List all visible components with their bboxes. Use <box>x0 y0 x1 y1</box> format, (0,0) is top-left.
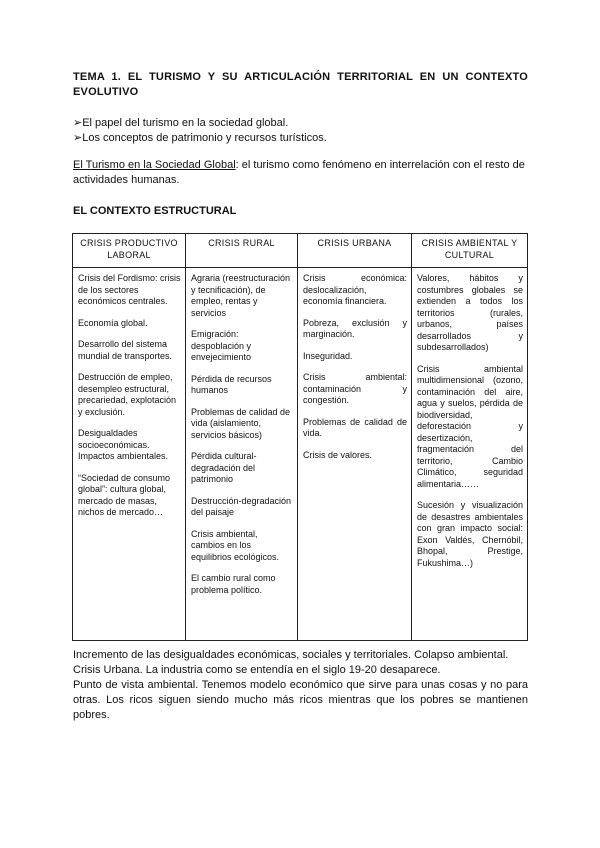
bullet-list <box>73 116 533 146</box>
cell-paragraph: Pérdida cultural-degradación del patrimonio <box>191 451 257 484</box>
document-title: TEMA 1. EL TURISMO Y SU ARTICULACIÓN TERRITORIAL EN UN CONTEXTO EVOLUTIVO <box>73 71 528 98</box>
column-cell-productivo <box>73 268 186 641</box>
table-header-row <box>73 234 528 268</box>
cell-paragraph: Desigualdades socioeconómicas. Impactos ambientales. <box>78 428 169 461</box>
cell-paragraph: Crisis de valores. <box>303 449 373 460</box>
column-header: CRISIS AMBIENTAL Y CULTURAL <box>412 234 528 268</box>
footer-notes <box>73 648 528 723</box>
footer-line: Crisis Urbana. La industria como se entendía en el siglo 19-20 desaparece. <box>73 664 441 676</box>
intro-underlined: El Turismo en la Sociedad Global <box>73 159 236 171</box>
column-header: CRISIS RURAL <box>186 234 298 268</box>
cell-paragraph: Problemas de calidad de vida (aislamiento, servicios básicos) <box>191 406 291 440</box>
cell-paragraph: Sucesión y visualización de desastres ambientales con gran impacto social: Exon Valdés, Chernóbil, Bhopal, Prestige, Fukushima…) <box>417 500 523 568</box>
column-cell-ambiental <box>412 268 528 641</box>
cell-paragraph: Destrucción de empleo, desempleo estructural, precariedad, explotación y exclusión. <box>78 372 177 417</box>
footer-line: Incremento de las desigualdades económicas, sociales y territoriales. Colapso ambiental. <box>73 649 509 661</box>
cell-paragraph: Pobreza, exclusión y marginación. <box>303 317 407 339</box>
cell-paragraph: Problemas de calidad de vida. <box>303 416 407 438</box>
cell-paragraph: Emigración: despoblación y envejecimiento <box>191 329 252 362</box>
intro-rest: : el turismo como fenómeno en interrelación con el resto de actividades humanas. <box>73 159 525 186</box>
cell-paragraph: El cambio rural como problema político. <box>191 573 276 595</box>
cell-paragraph: Destrucción-degradación del paisaje <box>191 495 292 517</box>
cell-paragraph: Valores, hábitos y costumbres globales se extienden a todos los territorios (rurales, urbanos, países desarrollados y subdesarrollados) <box>417 273 523 352</box>
cell-paragraph: Pérdida de recursos humanos <box>191 373 272 395</box>
footer-line: Punto de vista ambiental. Tenemos modelo económico que sirve para unas cosas y no para otras. Los ricos siguen siendo mucho más ricos mientras que los pobres se mantienen pobres. <box>73 679 528 721</box>
intro-paragraph <box>73 158 528 188</box>
column-cell-urbana <box>298 268 412 641</box>
bullet-item: ➢Los conceptos de patrimonio y recursos turísticos. <box>73 132 327 144</box>
section-heading: EL CONTEXTO ESTRUCTURAL <box>73 205 237 217</box>
cell-paragraph: Agraria (reestructuración y tecnificación), de empleo, rentas y servicios <box>191 273 291 318</box>
column-cell-rural <box>186 268 298 641</box>
cell-paragraph: Crisis económica: deslocalización, economía financiera. <box>303 273 407 306</box>
bullet-item: ➢El papel del turismo en la sociedad global. <box>73 117 289 129</box>
column-header: CRISIS URBANA <box>298 234 412 268</box>
cell-paragraph: Crisis ambiental multidimensional (ozono, contaminación del aire, agua y suelos, pérdida de biodiversidad, deforestación y desertización, fragmentación del territorio, Cambio Climático, seguridad alimentaria…… <box>417 363 523 489</box>
structural-context-table <box>72 233 528 641</box>
cell-paragraph: Crisis ambiental: contaminación y congestión. <box>303 372 407 405</box>
cell-paragraph: Desarrollo del sistema mundial de transportes. <box>78 339 173 361</box>
cell-paragraph: Economía global. <box>78 317 148 328</box>
cell-paragraph: Crisis ambiental, cambios en los equilibrios ecológicos. <box>191 528 280 562</box>
table-row <box>73 268 528 641</box>
cell-paragraph: Inseguridad. <box>303 350 353 361</box>
cell-paragraph: “Sociedad de consumo global”: cultura global, mercado de masas, nichos de mercado… <box>78 472 171 517</box>
column-header: CRISIS PRODUCTIVO LABORAL <box>73 234 186 268</box>
cell-paragraph: Crisis del Fordismo: crisis de los sectores económicos centrales. <box>78 273 181 306</box>
